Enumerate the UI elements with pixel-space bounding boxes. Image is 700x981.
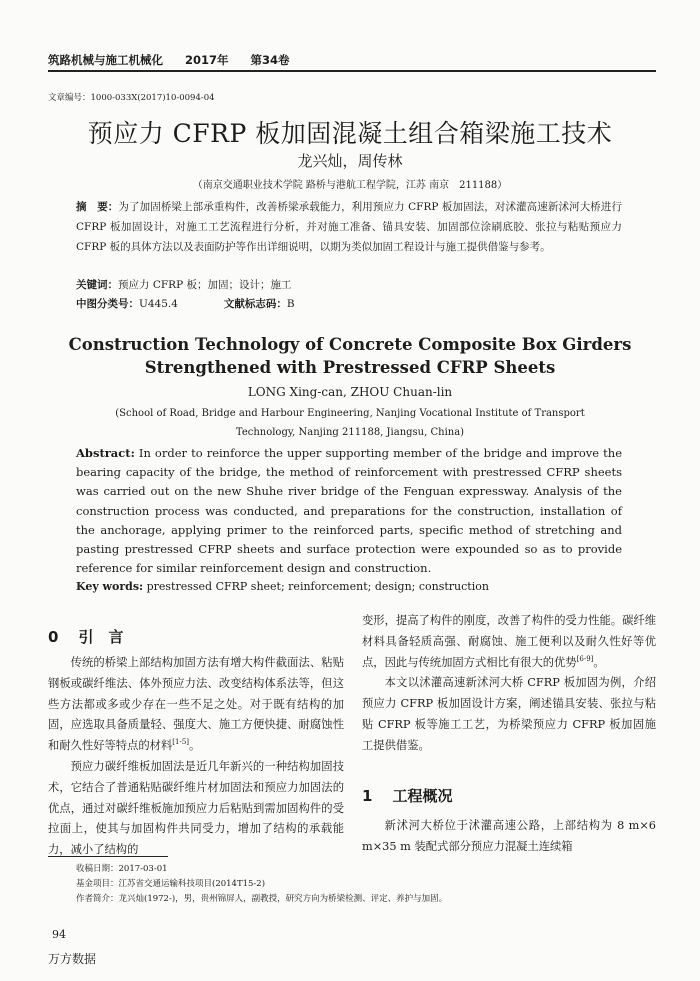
right-column-top [362, 611, 656, 757]
abstract-en-text: In order to reinforce the upper supporting member of the bridge and improve the bearing capacity of the bridge, the method of reinforcement with prestressed CFRP sheets was carried out on the new Shuhe river bridge of the Fenguan expressway. Analysis of the construction process was conducted, and preparations for the construction, installation of the anchorage, applying primer to the reinforced parts, specific method of stretching and pasting prestressed CFRP sheets and surface protection were expounded so as to provide reference for similar reinforcement design and construction. [76, 446, 623, 576]
clc-label: 中图分类号： [76, 298, 139, 310]
paragraph [48, 653, 344, 757]
paragraph: 本文以沭灌高速新沭河大桥 CFRP 板加固为例，介绍预应力 CFRP 板加固设计方案，阐述锚具安装、张拉与粘贴 CFRP 板等施工工艺，为桥梁预应力 CFRP 板加固施工提供借鉴。 [362, 676, 656, 752]
footnote-author: 作者简介：龙兴灿(1972-)，男，贵州锦屏人，副教授，研究方向为桥梁检测、评定、养护与加固。 [76, 894, 448, 904]
section-0-title: 引 言 [78, 628, 124, 646]
paragraph: 预应力碳纤维板加固法是近几年新兴的一种结构加固技术，它结合了普通粘贴碳纤维片材加固法和预应力加固法的优点，通过对碳纤维板施加预应力后粘贴到需加固构件的受拉面上，使其与加固构件共同受力，增加了结构的承载能力，减小了结构的 [48, 759, 344, 857]
abstract-cn-label: 摘 要： [76, 201, 119, 213]
keywords-cn-label: 关键词： [76, 279, 118, 291]
journal-year: 2017年 [185, 53, 229, 67]
footnotes [76, 862, 447, 907]
authors-cn: 龙兴灿，周传林 [297, 152, 403, 170]
section-1-title: 工程概况 [392, 787, 453, 805]
article-number: 文章编号：1000-033X(2017)10-0094-04 [48, 93, 215, 103]
affiliation-cn: （南京交通职业技术学院 路桥与港航工程学院，江苏 南京 211188） [192, 180, 508, 191]
title-en-line2: Strengthened with Prestressed CFRP Sheets [144, 358, 556, 377]
clc-value: U445.4 [139, 298, 178, 310]
paragraph-text: 传统的桥梁上部结构加固方法有增大构件截面法、粘贴钢板或碳纤维法、体外预应力法、改变结构体系法等，但这些方法都或多或少存在一些不足之处。对于既有结构的加固，应选取具备质量轻、强度大、施工方便快捷、耐腐蚀性和耐久性好等特点的材料 [48, 656, 344, 753]
section-1-heading [362, 785, 452, 806]
keywords-en [76, 580, 489, 593]
header-rule [48, 70, 656, 72]
journal-volume: 第34卷 [250, 53, 290, 67]
keywords-cn-text: 预应力 CFRP 板；加固；设计；施工 [118, 279, 292, 291]
authors-en: LONG Xing-can, ZHOU Chuan-lin [247, 385, 453, 399]
footnote-received: 收稿日期：2017-03-01 [76, 864, 168, 874]
section-1-number: 1 [362, 787, 373, 805]
journal-name: 筑路机械与施工机械化 [48, 53, 163, 67]
keywords-en-label: Key words: [76, 580, 144, 593]
keywords-en-text: prestressed CFRP sheet; reinforcement; design; construction [146, 580, 489, 593]
paragraph-text: 。 [593, 655, 605, 669]
citation: [1-5] [172, 738, 190, 747]
doc-code-value: B [286, 298, 295, 310]
paragraph-text: 变形，提高了构件的刚度，改善了构件的受力性能。碳纤维材料具备轻质高强、耐腐蚀、施工便利以及耐久性好等优点，因此与传统加固方式相比有很大的优势 [362, 614, 656, 669]
watermark: 万方数据 [48, 952, 97, 966]
affiliation-en: (School of Road, Bridge and Harbour Engineering, Nanjing Vocational Institute of Transport Technology, Nanjing 211188, Jiangsu, China) [115, 408, 585, 438]
paragraph: 新沭河大桥位于沭灌高速公路，上部结构为 8 m×6 m×35 m 装配式部分预应力混凝土连续箱 [362, 819, 656, 853]
running-header [48, 52, 312, 68]
title-en [0, 333, 700, 379]
footnote-rule [48, 856, 168, 857]
citation: [6-9] [576, 654, 594, 663]
paragraph [362, 611, 656, 673]
title-cn: 预应力 CFRP 板加固混凝土组合箱梁施工技术 [87, 119, 613, 148]
title-en-line1: Construction Technology of Concrete Composite Box Girders [68, 335, 632, 354]
abstract-en-label: Abstract: [76, 446, 135, 460]
abstract-en [76, 444, 622, 578]
keywords-cn [76, 277, 291, 292]
paragraph-text: 。 [189, 739, 201, 753]
left-column [48, 653, 344, 861]
abstract-cn [76, 197, 622, 257]
footnote-fund: 基金项目：江苏省交通运输科技项目(2014T15-2) [76, 879, 266, 889]
right-column-bottom [362, 816, 656, 858]
page-number: 94 [52, 928, 66, 941]
section-0-number: 0 [48, 628, 59, 646]
classification [76, 296, 295, 311]
doc-code-label: 文献标志码： [223, 298, 287, 310]
section-0-heading [48, 626, 123, 647]
abstract-cn-text: 为了加固桥梁上部承重构件，改善桥梁承载能力，利用预应力 CFRP 板加固法，对沭灌高速新沭河大桥进行 CFRP 板加固设计，对施工工艺流程进行分析，并对施工准备、锚具安装、加固部位涂刷底胶、张拉与粘贴预应力 CFRP 板的具体方法以及表面防护等作出详细说明，以期为类似加固工程设计与施工提供借鉴与参考。 [76, 201, 623, 253]
